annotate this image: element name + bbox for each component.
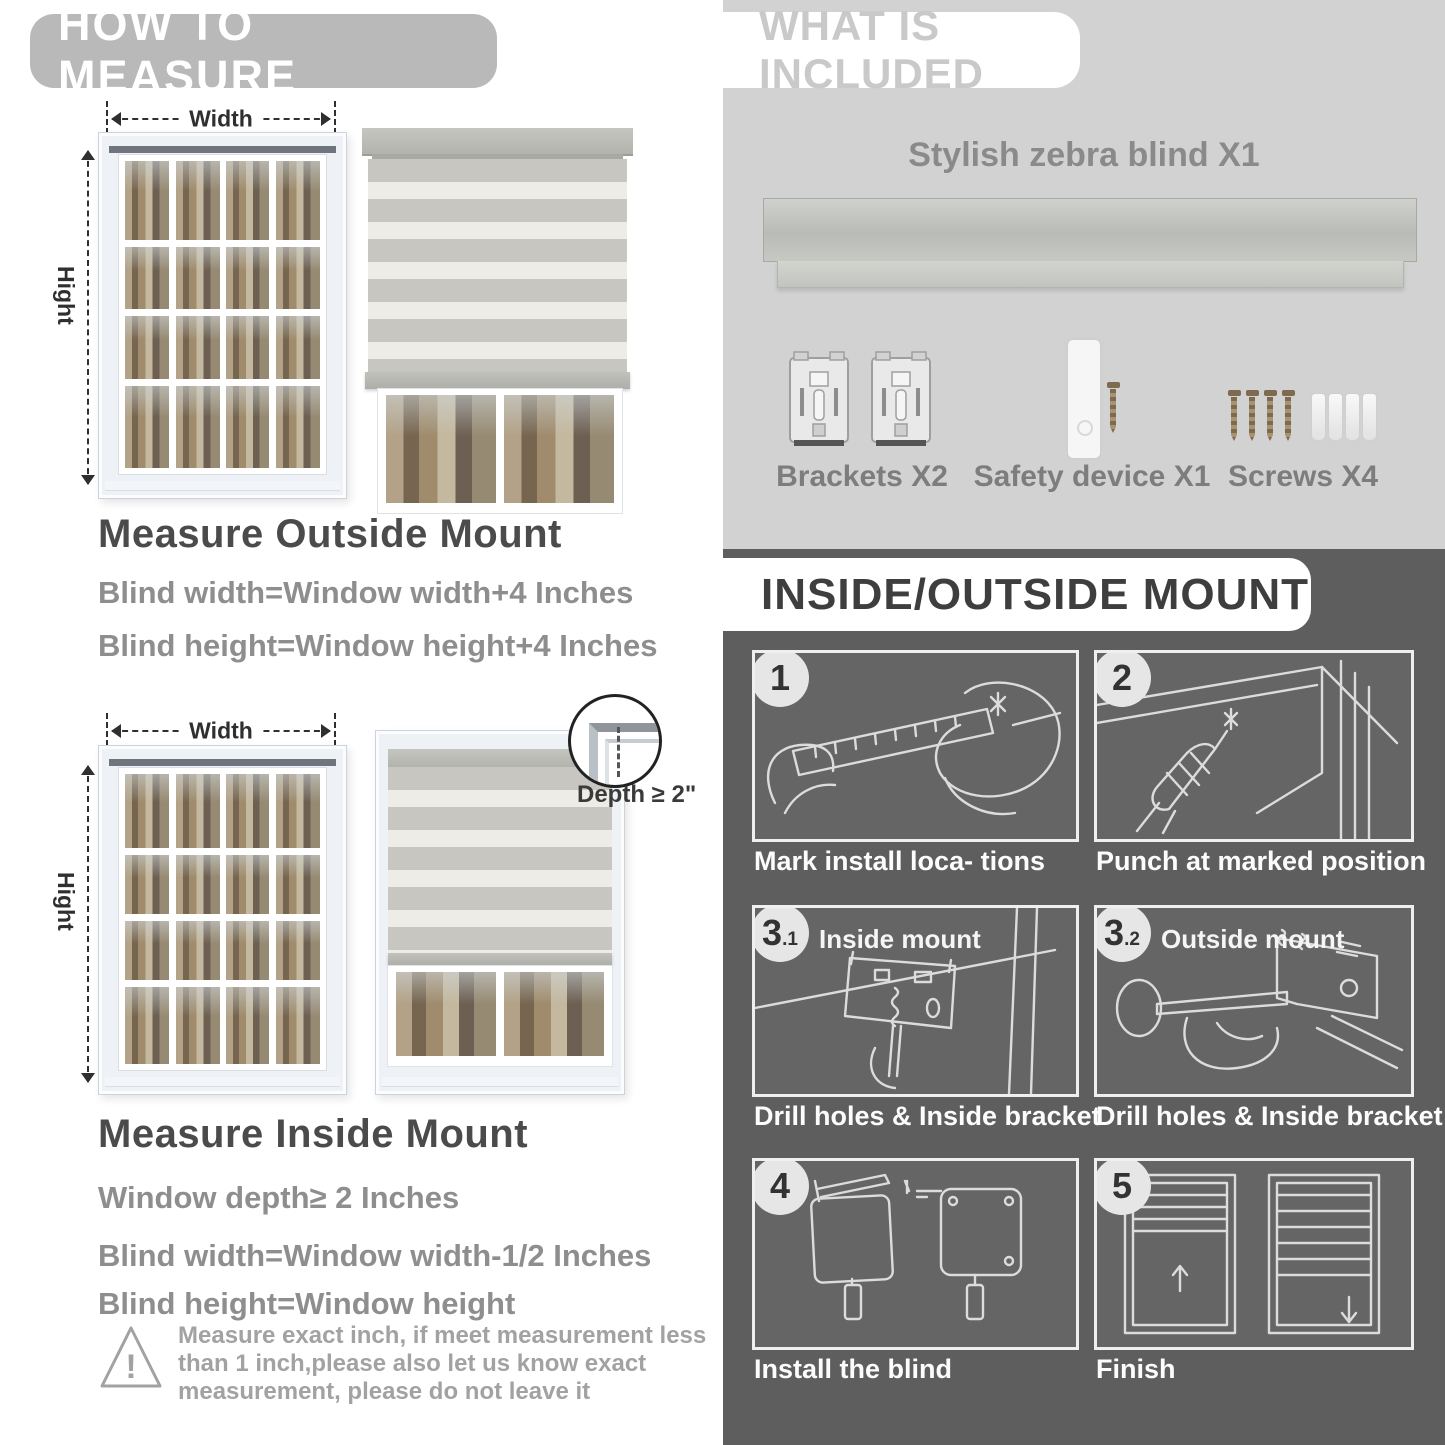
screw-icon bbox=[1110, 382, 1117, 433]
window-illustration-outside-mount bbox=[98, 132, 347, 499]
window-door-right bbox=[226, 161, 321, 468]
step-number-badge: 3 .1 bbox=[752, 905, 809, 962]
step-number-badge: 1 bbox=[752, 650, 809, 707]
screw-icon bbox=[1249, 390, 1256, 441]
window-illustration-inside-mount bbox=[98, 745, 347, 1095]
step-box-5 bbox=[1094, 1158, 1414, 1350]
window-top-sash bbox=[109, 759, 336, 766]
step-caption-4: Install the blind bbox=[754, 1354, 953, 1384]
safety-device-label: Safety device X1 bbox=[973, 460, 1211, 493]
window-sill bbox=[105, 481, 340, 490]
brackets-label: Brackets X2 bbox=[776, 460, 948, 493]
inside-outside-mount-header bbox=[723, 558, 1311, 631]
step-number-badge: 2 bbox=[1094, 650, 1151, 707]
blind-bottom-rail bbox=[388, 953, 612, 966]
depth-requirement-label: Depth ≥ 2" bbox=[577, 781, 697, 808]
step-label: Inside mount bbox=[819, 924, 981, 954]
height-label: Hight bbox=[52, 262, 79, 329]
window-door-left bbox=[125, 161, 220, 468]
wall-anchor-icon bbox=[1345, 393, 1360, 441]
warning-line: than 1 inch,please also let us know exact bbox=[178, 1350, 647, 1377]
window-under-blind bbox=[378, 389, 622, 513]
window-pane bbox=[386, 395, 496, 503]
wall-anchor-icon bbox=[1328, 393, 1343, 441]
step-box-1 bbox=[752, 650, 1079, 842]
window-door-right bbox=[226, 774, 321, 1064]
height-label: Hight bbox=[52, 868, 79, 935]
what-is-included-header bbox=[723, 2, 1080, 97]
inside-mount-title: Measure Inside Mount bbox=[98, 1112, 529, 1156]
warning-line: measurement, please do not leave it bbox=[178, 1378, 591, 1405]
height-arrow-icon bbox=[78, 145, 98, 490]
width-arrow-icon bbox=[106, 105, 336, 132]
how-to-measure-title: HOW TO MEASURE bbox=[58, 0, 298, 102]
step-box-3-1 bbox=[752, 905, 1079, 1097]
step-caption-2: Punch at marked position bbox=[1096, 846, 1427, 876]
wall-anchor-icon bbox=[1362, 393, 1377, 441]
step-box-4 bbox=[752, 1158, 1079, 1350]
blind-bottom-rail bbox=[365, 372, 630, 389]
window-pane bbox=[396, 972, 496, 1056]
width-label: Width bbox=[180, 718, 262, 745]
zebra-blind-cassette-lower bbox=[777, 261, 1404, 288]
product-label: Stylish zebra blind X1 bbox=[908, 136, 1260, 174]
measurement-warning-text bbox=[178, 1322, 706, 1406]
step-number-badge: 4 bbox=[752, 1158, 809, 1215]
window-door-left bbox=[125, 774, 220, 1064]
blind-cassette bbox=[362, 128, 633, 156]
width-arrow-icon bbox=[106, 717, 336, 744]
zebra-blind-cassette-image bbox=[763, 198, 1417, 262]
window-sill bbox=[382, 1077, 618, 1086]
bracket-icon bbox=[868, 350, 934, 452]
screw-icon bbox=[1267, 390, 1274, 441]
step-label: Outside mount bbox=[1161, 924, 1345, 954]
screws-label: Screws X4 bbox=[1227, 460, 1379, 493]
step-caption-3-1: Drill holes & Inside bracket bbox=[754, 1101, 1101, 1131]
wall-anchor-icon bbox=[1311, 393, 1326, 441]
step-number-badge: 5 bbox=[1094, 1158, 1151, 1215]
step-number-badge: 3 .2 bbox=[1094, 905, 1151, 962]
how-to-measure-header bbox=[30, 0, 497, 102]
outside-width-formula: Blind width=Window width+4 Inches bbox=[98, 575, 634, 610]
screw-icon bbox=[1285, 390, 1292, 441]
inside-width-formula: Blind width=Window width-1/2 Inches bbox=[98, 1238, 652, 1273]
window-sill bbox=[105, 1077, 340, 1086]
step-caption-1: Mark install loca- tions bbox=[754, 846, 1046, 876]
step-caption-3-2: Drill holes & Inside bracket bbox=[1096, 1101, 1443, 1131]
window-pane bbox=[504, 395, 614, 503]
window-under-blind bbox=[388, 966, 612, 1066]
window-doors bbox=[119, 155, 326, 474]
what-is-included-title: WHAT IS INCLUDED bbox=[759, 2, 984, 97]
outside-mount-title: Measure Outside Mount bbox=[98, 512, 562, 556]
depth-zoom-circle-icon bbox=[568, 694, 662, 788]
outside-height-formula: Blind height=Window height+4 Inches bbox=[98, 628, 658, 663]
step-caption-5: Finish bbox=[1096, 1354, 1176, 1384]
step-box-3-2 bbox=[1094, 905, 1414, 1097]
inside-depth-formula: Window depth≥ 2 Inches bbox=[98, 1180, 460, 1215]
safety-device-icon bbox=[1066, 338, 1102, 460]
window-top-sash bbox=[109, 146, 336, 153]
window-doors bbox=[119, 768, 326, 1070]
warning-triangle-icon bbox=[98, 1322, 164, 1394]
svg-text:!: ! bbox=[125, 1348, 137, 1386]
warning-line: Measure exact inch, if meet measurement less bbox=[178, 1322, 707, 1349]
window-pane bbox=[504, 972, 604, 1056]
bracket-icon bbox=[786, 350, 852, 452]
width-label: Width bbox=[180, 106, 262, 133]
step-box-2 bbox=[1094, 650, 1414, 842]
inside-height-formula: Blind height=Window height bbox=[98, 1286, 516, 1321]
screw-icon bbox=[1231, 390, 1238, 441]
zebra-blind-fabric bbox=[368, 159, 627, 372]
inside-outside-mount-title: INSIDE/OUTSIDE MOUNT bbox=[761, 569, 1310, 619]
height-arrow-icon bbox=[78, 760, 98, 1088]
